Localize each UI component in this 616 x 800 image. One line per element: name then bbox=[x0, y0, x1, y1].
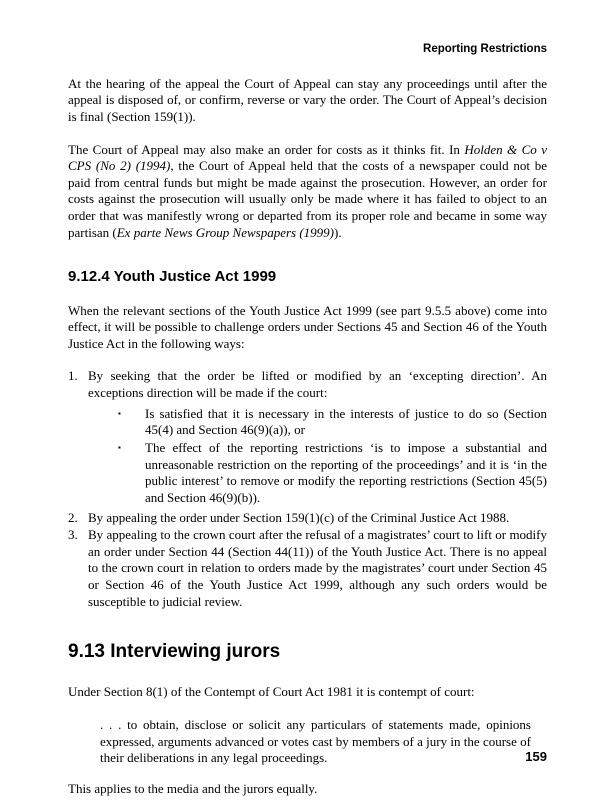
list-item-text: By seeking that the order be lifted or modified by an ‘excepting direction’. An exceptions direction will be made if the court: bbox=[88, 368, 547, 401]
case-citation: Ex parte News Group Newspapers (1999) bbox=[116, 224, 334, 240]
list-item-3 bbox=[68, 527, 547, 610]
paragraph-contempt-intro: Under Section 8(1) of the Contempt of Court Act 1981 it is contempt of court: bbox=[68, 684, 475, 700]
paragraph-youth-intro: When the relevant sections of the Youth Justice Act 1999 (see part 9.5.5 above) come into effect, it will be possible to challenge orders under Sections 45 and Section 46 of the Youth Justice Act in the following ways: bbox=[68, 302, 547, 351]
case-citation: Holden & Co v CPS (No 2) (1994) bbox=[68, 141, 547, 174]
bullet-list bbox=[118, 406, 547, 507]
page-number: 159 bbox=[525, 749, 547, 765]
numbered-list bbox=[68, 368, 547, 610]
list-item-text: By appealing to the crown court after the refusal of a magistrates’ court to lift or modify an order under Section 44 (Section 44(11)) of the Youth Justice Act. There is no appeal to the crown court in relation to orders made by the magistrates’ court under Section 45 or Section 46 of the Youth Justice Act 1999, although any such orders would be susceptible to judicial review. bbox=[88, 527, 547, 609]
list-item-content bbox=[88, 527, 547, 610]
text-segment: ). bbox=[334, 224, 342, 240]
bullet-item bbox=[118, 440, 547, 507]
text-segment: The Court of Appeal may also make an order for costs as it thinks fit. In bbox=[68, 141, 465, 157]
list-item-content bbox=[88, 368, 547, 510]
list-number: 3. bbox=[68, 527, 78, 543]
paragraph-closing: This applies to the media and the jurors equally. bbox=[68, 780, 318, 796]
bullet-text: The effect of the reporting restrictions ‘is to impose a substantial and unreasonable restriction on the reporting of the proceedings’ and it is ‘in the public interest’ to remove or modify the reporting restrictions (Section 45(5) and Section 46(9)(b)). bbox=[145, 439, 547, 505]
list-item-content bbox=[88, 510, 547, 527]
paragraph-costs-order bbox=[68, 142, 547, 242]
section-heading-interviewing-jurors: 9.13 Interviewing jurors bbox=[68, 641, 281, 663]
section-heading-youth-justice: 9.12.4 Youth Justice Act 1999 bbox=[68, 268, 277, 286]
bullet-text: Is satisfied that it is necessary in the interests of justice to do so (Section 45(4) and Section 46(9)(a)), or bbox=[145, 405, 547, 438]
paragraph-appeal-hearing: At the hearing of the appeal the Court of Appeal can stay any proceedings until after the appeal is disposed of, or confirm, reverse or vary the order. The Court of Appeal’s decision is final (Section 159(1)). bbox=[68, 75, 547, 124]
square-bullet-icon: ▪ bbox=[118, 442, 121, 452]
running-header: Reporting Restrictions bbox=[423, 43, 547, 55]
bullet-item bbox=[118, 406, 547, 439]
list-item-2 bbox=[68, 510, 547, 527]
list-number: 1. bbox=[68, 368, 78, 384]
text-segment: , the Court of Appeal held that the costs of a newspaper could not be paid from central funds but might be made against the prosecution. However, an order for costs against the prosecution will usually only be made where it has failed to object to an order that was manifestly wrong or departed from its proper role and became in some way partisan ( bbox=[68, 158, 547, 240]
list-item-text: By appealing the order under Section 159(1)(c) of the Criminal Justice Act 1988. bbox=[88, 510, 510, 526]
list-number: 2. bbox=[68, 510, 78, 526]
square-bullet-icon: ▪ bbox=[118, 408, 121, 418]
list-item-1 bbox=[68, 368, 547, 510]
block-quote: . . . to obtain, disclose or solicit any particulars of statements made, opinions expressed, arguments advanced or votes cast by members of a jury in the course of their deliberations in any legal proceedings. bbox=[100, 717, 531, 766]
